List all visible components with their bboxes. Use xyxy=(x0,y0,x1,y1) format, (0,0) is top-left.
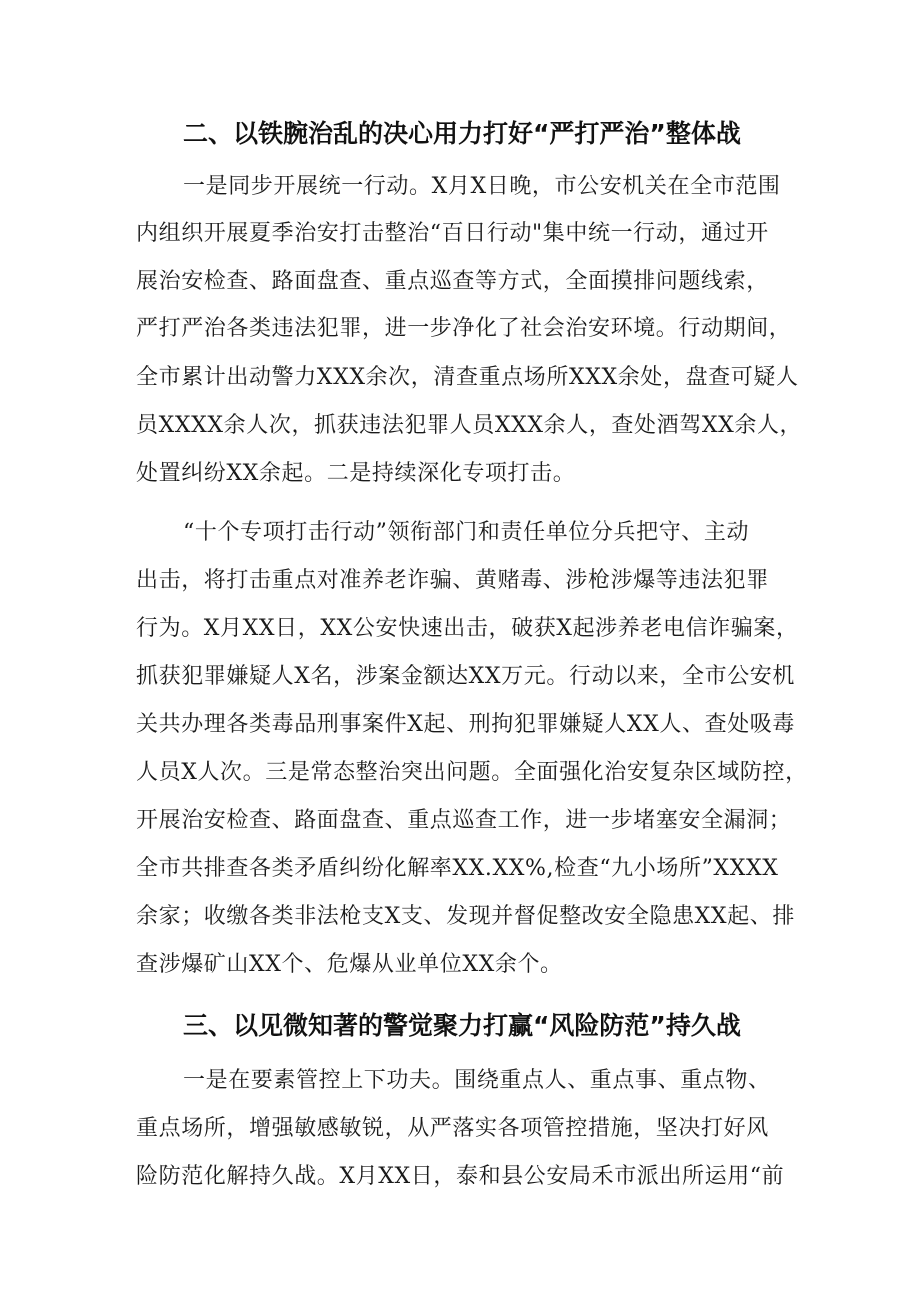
paragraph-line: 严打严治各类违法犯罪，进一步净化了社会治安环境。行动期间， xyxy=(136,316,792,341)
paragraph-line: 关共办理各类毒品刑事案件X起、刑拘犯罪嫌疑人XX人、查处吸毒 xyxy=(136,712,795,737)
paragraph-line: 一是在要素管控上下功夫。围绕重点人、重点事、重点物、 xyxy=(183,1068,771,1093)
paragraph-line: 余家；收缴各类非法枪支X支、发现并督促整改安全隐患XX起、排 xyxy=(136,904,795,929)
paragraph-line: 一是同步开展统一行动。X月X日晚，市公安机关在全市范围 xyxy=(183,174,781,199)
section-heading-2: 二、以铁腕治乱的决心用力打好“严打严治”整体战 xyxy=(183,119,741,148)
paragraph-line: “十个专项打击行动”领衔部门和责任单位分兵把守、主动 xyxy=(183,520,750,545)
paragraph-line: 处置纠纷XX余起。二是持续深化专项打击。 xyxy=(136,461,576,486)
section-heading-3: 三、以见微知著的警觉聚力打赢“风险防范”持久战 xyxy=(183,1011,741,1040)
paragraph-line: 出击，将打击重点对准养老诈骗、黄赌毒、涉枪涉爆等违法犯罪 xyxy=(136,568,769,593)
paragraph-line: 行为。X月XX日，XX公安快速出击，破获X起涉养老电信诈骗案， xyxy=(136,616,799,641)
paragraph-line: 险防范化解持久战。X月XX日，泰和县公安局禾市派出所运用“前 xyxy=(136,1164,785,1189)
paragraph-line: 开展治安检查、路面盘查、重点巡查工作，进一步堵塞安全漏洞； xyxy=(136,808,792,833)
paragraph-line: 全市共排查各类矛盾纠纷化解率XX.XX%,检查“九小场所”XXXX xyxy=(136,856,779,881)
paragraph-line: 员XXXX余人次，抓获违法犯罪人员XXX余人，查处酒驾XX余人， xyxy=(136,413,803,438)
paragraph-line: 内组织开展夏季治安打击整治“百日行动"集中统一行动，通过开 xyxy=(136,221,769,246)
paragraph-line: 查涉爆矿山XX个、危爆从业单位XX余个。 xyxy=(136,952,563,977)
paragraph-line: 人员X人次。三是常态整治突出问题。全面强化治安复杂区域防控， xyxy=(136,760,808,785)
paragraph-line: 全市累计出动警力XXX余次，清查重点场所XXX余处，盘查可疑人 xyxy=(136,365,799,390)
paragraph-line: 展治安检查、路面盘查、重点巡查等方式，全面摸排问题线索， xyxy=(136,269,769,294)
paragraph-line: 抓获犯罪嫌疑人X名，涉案金额达XX万元。行动以来，全市公安机 xyxy=(136,664,795,689)
paragraph-line: 重点场所，增强敏感敏锐，从严落实各项管控措施，坚决打好风 xyxy=(136,1116,769,1141)
